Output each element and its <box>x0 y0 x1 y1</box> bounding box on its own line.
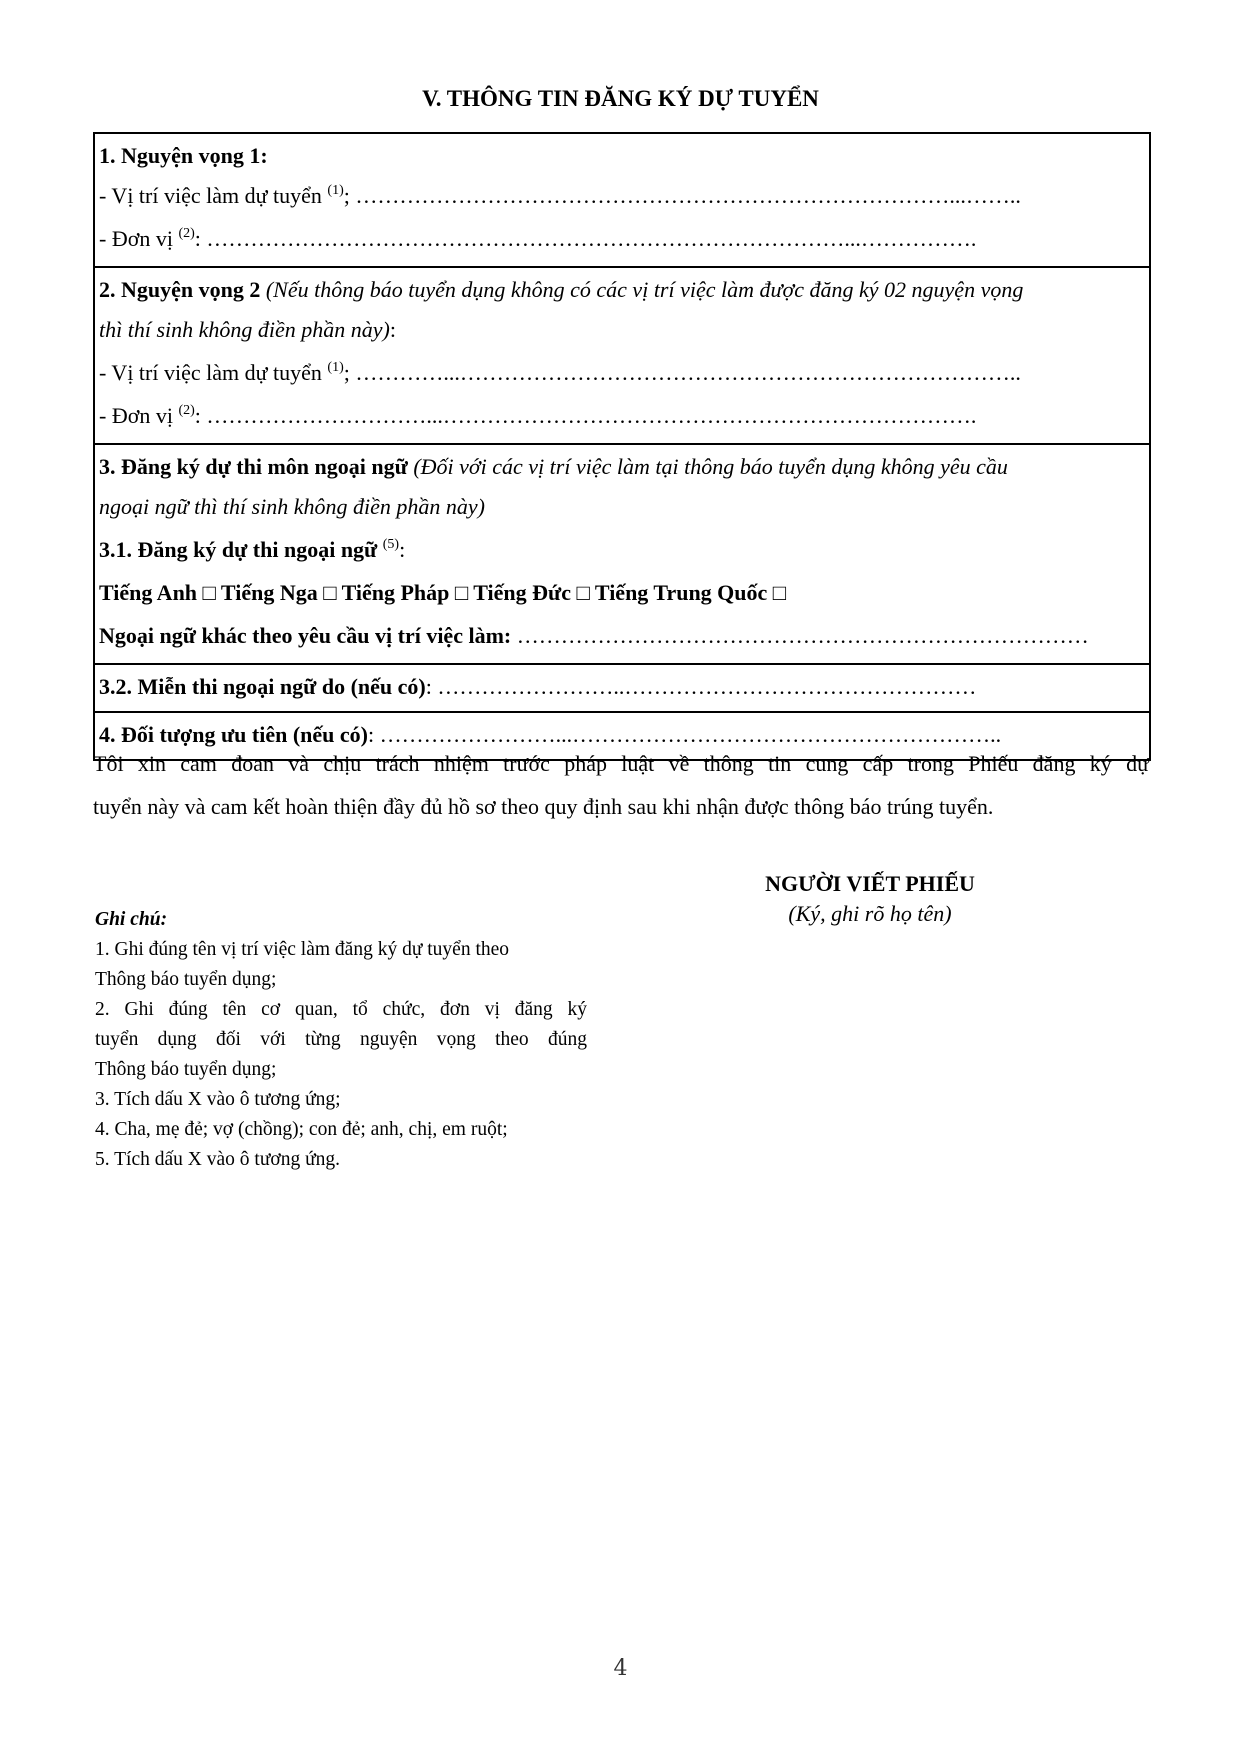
lang-sub-footnote: (5) <box>382 537 400 552</box>
lang-other-label: Ngoại ngữ khác theo yêu cầu vị trí việc làm: <box>99 623 512 648</box>
nv2-position-footnote: (1) <box>327 360 344 375</box>
nv2-colon: : <box>389 317 396 342</box>
nv2-position-line[interactable] <box>99 351 1145 394</box>
lang-sub-heading-line <box>99 528 1145 571</box>
nv2-unit-footnote: (2) <box>178 403 195 418</box>
pledge-line-2: tuyển này và cam kết hoàn thiện đầy đủ hồ sơ theo quy định sau khi nhận được thông báo trúng tuyển. <box>93 794 994 819</box>
nv2-unit-label: - Đơn vị <box>99 403 173 428</box>
note-item: tuyển dụng đối với từng nguyện vọng theo đúng <box>95 1029 587 1050</box>
lang-sub-heading: 3.1. Đăng ký dự thi ngoại ngữ <box>99 537 378 562</box>
cell-nv2 <box>94 267 1150 444</box>
nv1-unit-footnote: (2) <box>178 226 195 241</box>
nv2-heading-line <box>99 272 1145 308</box>
note-item: Thông báo tuyển dụng; <box>95 1059 277 1080</box>
row-nv1 <box>94 133 1150 267</box>
note-item: 5. Tích dấu X vào ô tương ứng. <box>95 1149 341 1170</box>
nv1-position-label: - Vị trí việc làm dự tuyển <box>99 183 322 208</box>
nv2-heading: 2. Nguyện vọng 2 <box>99 277 261 302</box>
signer-subtitle: (Ký, ghi rõ họ tên) <box>788 901 952 926</box>
lang-heading-line <box>99 449 1145 485</box>
nv1-unit-sep: : <box>194 226 201 251</box>
cell-nv1 <box>94 133 1150 267</box>
exempt-line[interactable] <box>99 669 1145 705</box>
note-item: 4. Cha, mẹ đẻ; vợ (chồng); con đẻ; anh, chị, em ruột; <box>95 1119 508 1140</box>
row-language <box>94 444 1150 664</box>
nv2-note: (Nếu thông báo tuyển dụng không có các vị trí việc làm được đăng ký 02 nguyện vọng <box>265 277 1024 302</box>
cell-language <box>94 444 1150 664</box>
nv2-note-cont: thì thí sinh không điền phần này) <box>99 317 390 342</box>
row-exempt <box>94 664 1150 712</box>
nv2-note-line2 <box>99 308 1145 351</box>
lang-sub-colon: : <box>399 537 406 562</box>
lang-note-line2 <box>99 485 1145 528</box>
exempt-label: 3.2. Miễn thi ngoại ngữ do (nếu có) <box>99 674 426 699</box>
nv2-unit-field[interactable]: …………………………...………………………………………………………………. <box>206 403 977 428</box>
nv1-unit-field[interactable]: ……………………………………………………………………………...……………. <box>206 226 977 251</box>
signature-block <box>700 871 1040 927</box>
nv1-unit-label: - Đơn vị <box>99 226 173 251</box>
lang-heading: 3. Đăng ký dự thi môn ngoại ngữ <box>99 454 408 479</box>
nv1-position-footnote: (1) <box>327 183 344 198</box>
note-item: Thông báo tuyển dụng; <box>95 969 277 990</box>
exempt-colon: : <box>425 674 432 699</box>
pledge-paragraph <box>93 742 1149 828</box>
notes-block <box>95 905 587 1175</box>
nv1-position-sep: ; <box>343 183 350 208</box>
nv2-position-field[interactable]: …………...………………………………………………………………….. <box>355 360 1021 385</box>
priority-field[interactable]: ……………………...………………………………………………….. <box>379 722 1002 747</box>
row-nv2 <box>94 267 1150 444</box>
signer-title: NGƯỜI VIẾT PHIẾU <box>765 871 975 896</box>
lang-note: (Đối với các vị trí việc làm tại thông báo tuyển dụng không yêu cầu <box>413 454 1008 479</box>
nv2-unit-line[interactable] <box>99 394 1145 437</box>
lang-other-field[interactable]: …………………………………………………………………… <box>516 623 1089 648</box>
lang-other-line[interactable] <box>99 614 1145 657</box>
nv2-unit-sep: : <box>194 403 201 428</box>
lang-note-cont: ngoại ngữ thì thí sinh không điền phần này) <box>99 494 485 519</box>
priority-label: 4. Đối tượng ưu tiên (nếu có) <box>99 722 368 747</box>
lang-options[interactable]: Tiếng Anh □ Tiếng Nga □ Tiếng Pháp □ Tiếng Đức □ Tiếng Trung Quốc □ <box>99 580 787 605</box>
registration-table <box>93 132 1151 761</box>
nv2-position-label: - Vị trí việc làm dự tuyển <box>99 360 322 385</box>
nv1-position-field[interactable]: ………………………………………………………………………...…….. <box>355 183 1021 208</box>
nv1-unit-line[interactable] <box>99 217 1145 260</box>
priority-colon: : <box>367 722 375 747</box>
note-item: 3. Tích dấu X vào ô tương ứng; <box>95 1089 341 1110</box>
nv2-position-sep: ; <box>343 360 350 385</box>
nv1-heading: 1. Nguyện vọng 1: <box>99 143 268 168</box>
cell-exempt <box>94 664 1150 712</box>
note-item: 1. Ghi đúng tên vị trí việc làm đăng ký dự tuyển theo <box>95 939 510 960</box>
note-item: 2. Ghi đúng tên cơ quan, tổ chức, đơn vị đăng ký <box>95 999 587 1020</box>
nv1-position-line[interactable] <box>99 174 1145 217</box>
exempt-field[interactable]: ……………………..………………………………………… <box>437 674 977 699</box>
section-title: V. THÔNG TIN ĐĂNG KÝ DỰ TUYỂN <box>422 86 819 111</box>
pledge-line-1: Tôi xin cam đoan và chịu trách nhiệm trước pháp luật về thông tin cung cấp trong Phiếu đăng ký dự <box>93 751 1149 776</box>
page-number: 4 <box>613 1656 628 1681</box>
notes-heading: Ghi chú: <box>95 909 168 930</box>
